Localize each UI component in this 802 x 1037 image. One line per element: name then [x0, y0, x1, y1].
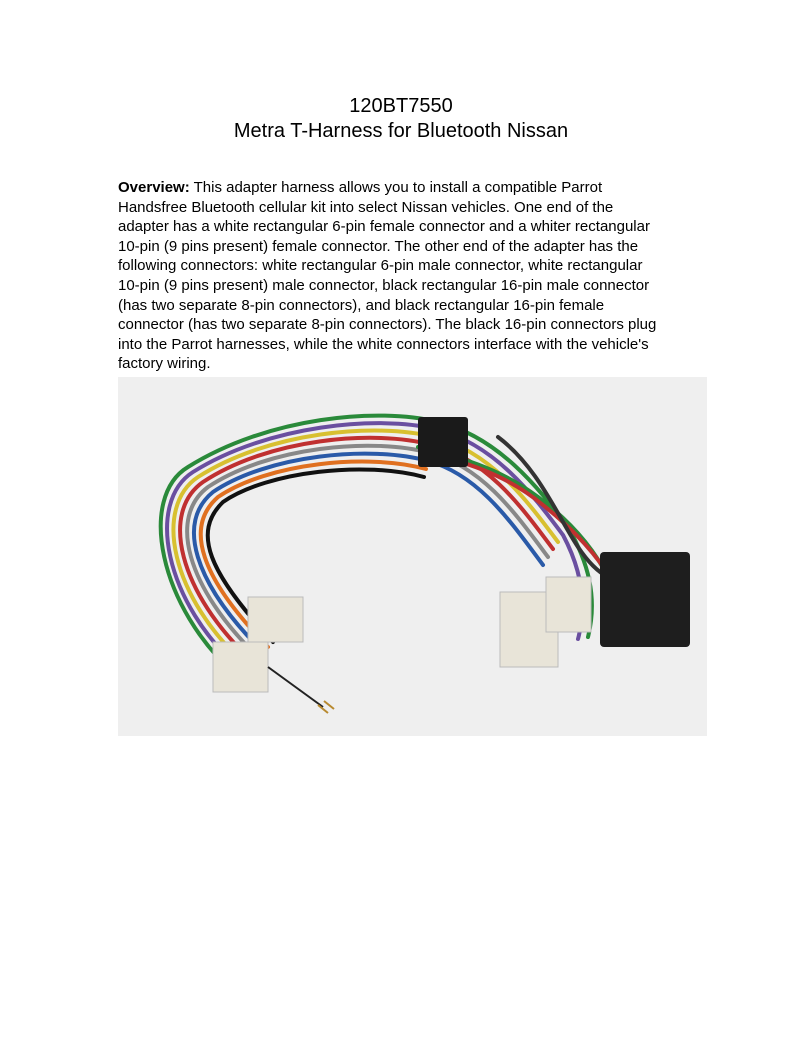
overview-line: 10-pin (9 pins present) male connector, black rectangular 16-pin male connector [118, 276, 650, 294]
part-number: 120BT7550 [349, 95, 453, 117]
overview-line: Handsfree Bluetooth cellular kit into select Nissan vehicles. One end of the [118, 198, 614, 216]
product-name: Metra T-Harness for Bluetooth Nissan [233, 120, 569, 142]
harness-photo [118, 377, 707, 736]
overview-paragraph [118, 178, 718, 374]
overview-line: adapter has a white rectangular 6-pin female connector and a whiter rectangular [118, 218, 650, 236]
overview-line: 10-pin (9 pins present) female connector. The other end of the adapter has the [118, 237, 639, 255]
overview-line [118, 178, 718, 198]
overview-line: into the Parrot harnesses, while the white connectors interface with the vehicle's [118, 335, 649, 353]
overview-line: connector (has two separate 8-pin connectors). The black 16-pin connectors plug [118, 316, 657, 334]
overview-text: This adapter harness allows you to install a compatible Parrot [189, 179, 603, 196]
overview-label: Overview: [118, 179, 190, 196]
overview-line: (has two separate 8-pin connectors), and black rectangular 16-pin female [118, 296, 605, 314]
overview-line: following connectors: white rectangular 6-pin male connector, white rectangular [118, 257, 643, 275]
page-title [0, 94, 802, 144]
overview-line: factory wiring. [118, 355, 211, 373]
